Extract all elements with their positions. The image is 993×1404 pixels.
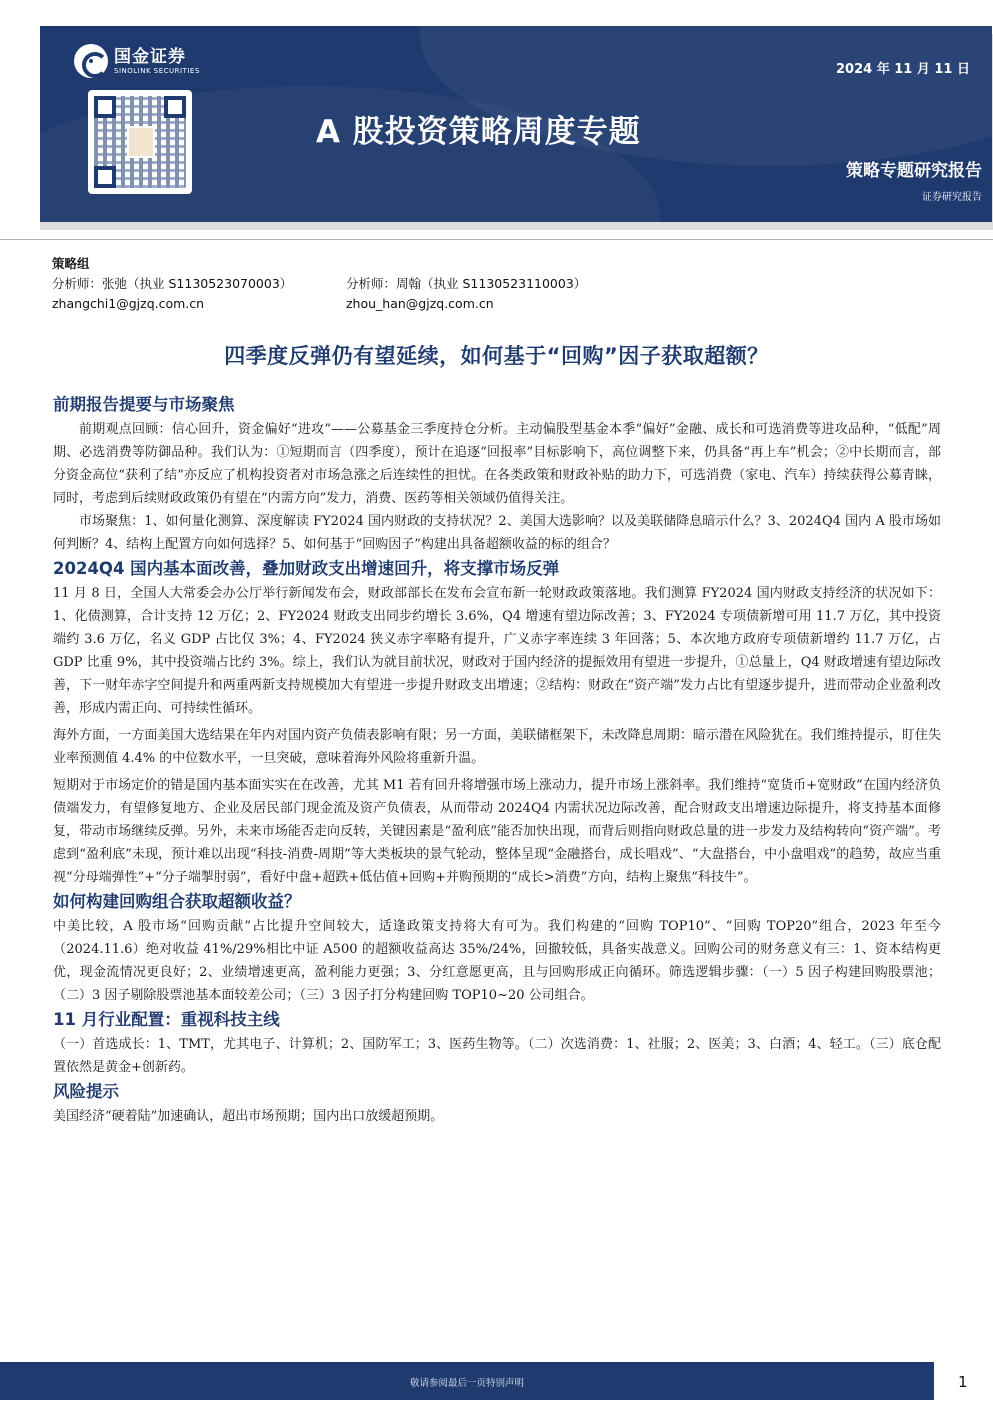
analyst-1-email[interactable]: zhangchi1@gjzq.com.cn: [52, 296, 205, 311]
paragraph: 美国经济“硬着陆”加速确认，超出市场预期；国内出口放缓超预期。: [53, 1109, 444, 1124]
paragraph: （一）首选成长：1、TMT，尤其电子、计算机；2、国防军工；3、医药生物等。（二）次选消费：1、社服；2、医美；3、白酒；4、轻工。（三）底仓配置依然是黄金+创新药。: [53, 1037, 941, 1075]
author-block: [52, 254, 586, 314]
research-group: 策略组: [52, 256, 90, 271]
section-title: 如何构建回购组合获取超额收益？: [53, 892, 301, 911]
analyst-1: 分析师：张弛（执业 S1130523070003）: [52, 276, 293, 291]
logo-name-en: SINOLINK SECURITIES: [114, 66, 200, 75]
analyst-2: 分析师：周翰（执业 S1130523110003）: [346, 276, 587, 291]
paragraph: 前期观点回顾：信心回升，资金偏好“进攻”——公募基金三季度持仓分析。主动偏股型基金本季“偏好”金融、成长和可选消费等进攻品种，“低配”周期、必选消费等防御品种。我们认为：①短期而言（四季度），预计在追逐“回报率”目标影响下，高位调整下来，仍具备“再上车”机会；②中长期而言，部分资金高位“获利了结”亦反应了机构投资者对市场急涨之后连续性的担忧。在各类政策和财政补贴的助力下，可选消费（家电、汽车）持续获得公募青睐，同时，考虑到后续财政政策仍有望在“内需方向”发力，消费、医药等相关领域仍值得关注。: [53, 422, 941, 506]
section-title: 2024Q4 国内基本面改善，叠加财政支出增速回升，将支撑市场反弹: [53, 559, 560, 578]
section-title: 风险提示: [53, 1082, 119, 1101]
paragraph: 中美比较，A 股市场“回购贡献”占比提升空间较大，适逢政策支持将大有可为。我们构建的“回购 TOP10”、“回购 TOP20”组合，2023 年至今（2024.11.6）绝对收益 41%/29%相比中证 A500 的超额收益高达 35%/24%，回撤较低，具备实战意义。回购公司的财务意义有三：1、资本结构更优，现金流情况更良好；2、业绩增速更高，盈利能力更强；3、分红意愿更高，且与回购形成正向循环。筛选逻辑步骤：（一）5 因子构建回购股票池；（二）3 因子剔除股票池基本面较差公司；（三）3 因子打分构建回购 TOP10~20 公司组合。: [53, 919, 941, 1003]
report-type: 策略专题研究报告: [846, 161, 982, 181]
main-heading: 四季度反弹仍有望延续，如何基于“回购”因子获取超额？: [224, 344, 769, 368]
paragraph: 海外方面，一方面美国大选结果在年内对国内资产负债表影响有限；另一方面，美联储框架下，未改降息周期：暗示潜在风险犹在。我们维持提示，盯住失业率预测值 4.4% 的中位数水平，一旦突破，意味着海外风险将重新升温。: [53, 728, 941, 766]
divider: [0, 239, 993, 240]
footer-disclaimer: 敬请参阅最后一页特别声明: [409, 1378, 524, 1389]
analyst-2-email[interactable]: zhou_han@gjzq.com.cn: [346, 296, 494, 311]
report-subtype: 证券研究报告: [922, 192, 982, 203]
logo-name-cn: 国金证券: [114, 46, 186, 67]
paragraph: 短期对于市场定价的错是国内基本面实实在在改善，尤其 M1 若有回升将增强市场上涨动力，提升市场上涨斜率。我们维持“宽货币+宽财政”在国内经济负债端发力，有望修复地方、企业及居民部门现金流及资产负债表，从而带动 2024Q4 内需状况边际改善，配合财政支出增速边际提升，将支持基本面修复，带动市场继续反弹。另外，未来市场能否走向反转，关键因素是“盈利底”能否加快出现，而背后则指向财政总量的进一步发力及结构转向“资产端”。考虑到“盈利底”未现，预计难以出现“科技-消费-周期”等大类板块的景气轮动，整体呈现“金融搭台，成长唱戏”、“大盘搭台，中小盘唱戏”的趋势，故应当重视“分母端弹性”+“分子端掣肘弱”，看好中盘+超跌+低估值+回购+并购预期的“成长>消费”方向，结构上聚焦“科技牛”。: [53, 778, 941, 885]
report-date: 2024 年 11 月 11 日: [836, 62, 970, 77]
report-header: [40, 26, 992, 222]
section-title: 11 月行业配置：重视科技主线: [53, 1010, 280, 1029]
section-title: 前期报告提要与市场聚焦: [53, 395, 235, 414]
qr-code-icon: [88, 90, 192, 194]
report-body: [53, 392, 941, 1128]
report-title: A 股投资策略周度专题: [316, 114, 641, 150]
company-logo: [74, 44, 200, 78]
logo-mark-icon: [74, 44, 108, 78]
page-number: 1: [958, 1373, 968, 1391]
paragraph: 市场聚焦：1、如何量化测算、深度解读 FY2024 国内财政的支持状况？2、美国大选影响？以及美联储降息暗示什么？3、2024Q4 国内 A 股市场如何判断？4、结构上配置方向如何选择？5、如何基于“回购因子”构建出具备超额收益的标的组合？: [53, 514, 941, 552]
paragraph: 11 月 8 日，全国人大常委会办公厅举行新闻发布会，财政部部长在发布会宣布新一轮财政政策落地。我们测算 FY2024 国内财政支持经济的状况如下：1、化债测算，合计支持 12 万亿；2、FY2024 财政支出同步约增长 3.6%，Q4 增速有望边际改善；3、FY2024 专项债新增可用 11.7 万亿，其中投资端约 3.6 万亿，名义 GDP 占比仅 3%；4、FY2024 狭义赤字率略有提升，广义赤字率连续 3 年回落；5、本次地方政府专项债新增约 11.7 万亿，占 GDP 比重 9%，其中投资端占比约 3%。综上，我们认为就目前状况，财政对于国内经济的提振效用有望进一步提升，①总量上，Q4 财政增速有望边际改善，下一财年赤字空间提升和两重两新支持规模加大有望进一步提升财政支出增速；②结构：财政在“资产端”发力占比有望逐步提升，进而带动企业盈利改善，形成内需正向、可持续性循环。: [53, 586, 941, 716]
